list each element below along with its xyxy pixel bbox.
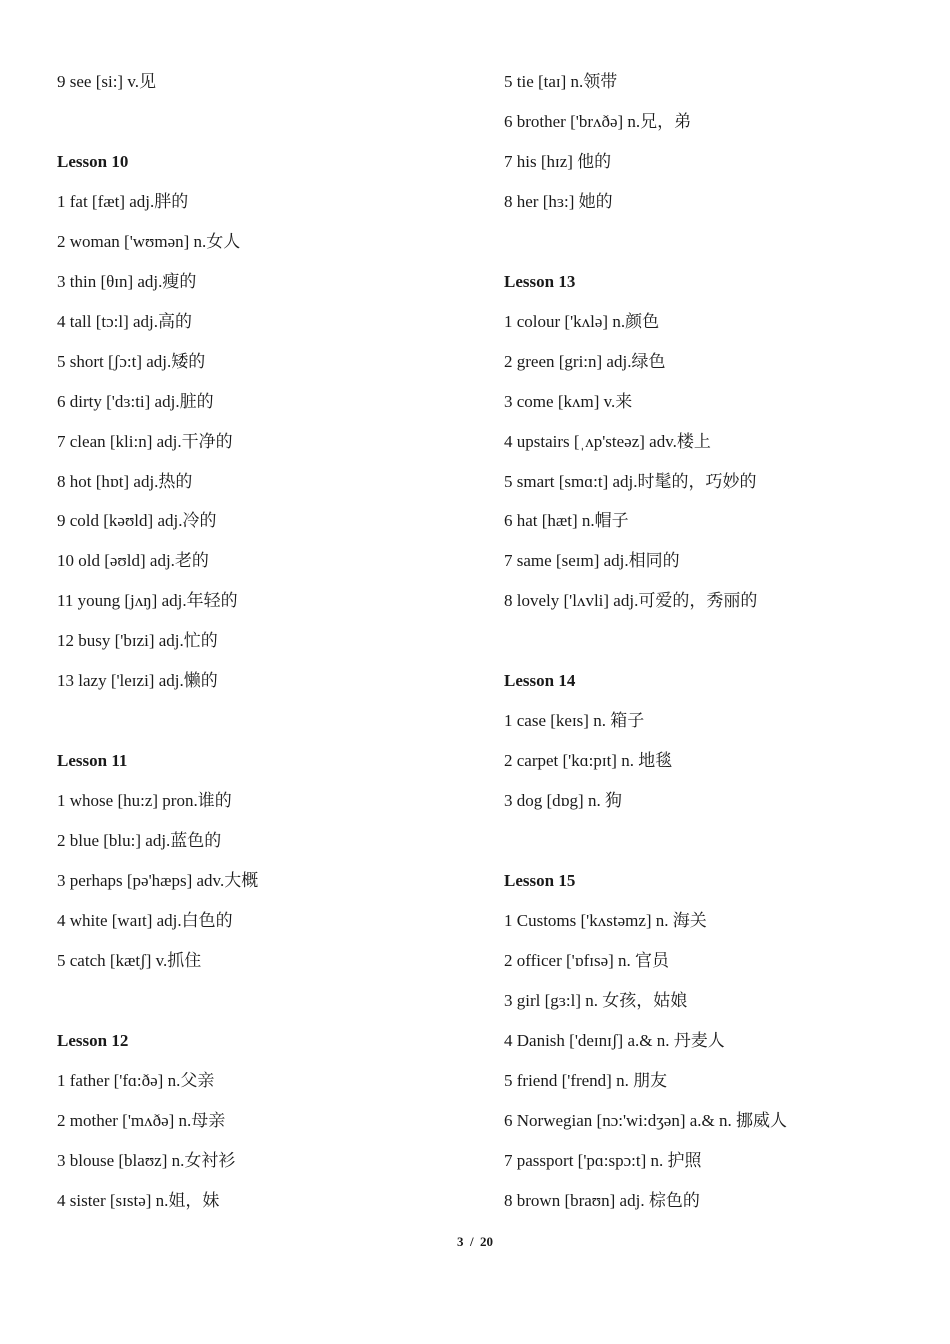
vocab-entry: 3 come [kʌm] v.来 <box>504 391 633 411</box>
vocab-entry: 2 mother ['mʌðə] n.母亲 <box>57 1110 226 1130</box>
vocab-entry: 1 father ['fɑ:ðə] n.父亲 <box>57 1070 215 1090</box>
vocab-entry: 8 her [hɜ:] 她的 <box>504 191 613 211</box>
vocab-entry: 1 whose [hu:z] pron.谁的 <box>57 791 232 811</box>
vocab-entry: 2 woman ['wʊmən] n.女人 <box>57 231 241 251</box>
vocab-entry: 6 dirty ['dɜ:ti] adj.脏的 <box>57 391 214 411</box>
lesson-heading: Lesson 10 <box>57 151 129 171</box>
vocab-entry: 12 busy ['bɪzi] adj.忙的 <box>57 631 218 651</box>
vocab-entry: 1 case [keɪs] n. 箱子 <box>504 711 645 731</box>
vocab-entry: 8 hot [hɒt] adj.热的 <box>57 471 193 491</box>
vocab-entry: 5 smart [smɑ:t] adj.时髦的，巧妙的 <box>504 471 757 491</box>
vocab-entry: 3 blouse [blaʊz] n.女衬衫 <box>57 1150 236 1170</box>
vocab-entry: 3 thin [θɪn] adj.瘦的 <box>57 271 197 291</box>
vocab-entry: 6 brother ['brʌðə] n.兄，弟 <box>504 111 692 131</box>
vocab-entry: 11 young [jʌŋ] adj.年轻的 <box>57 591 238 611</box>
vocab-entry: 9 cold [kəʊld] adj.冷的 <box>57 511 217 531</box>
vocab-entry: 3 dog [dɒg] n. 狗 <box>504 791 622 811</box>
vocab-entry: 4 sister [sɪstə] n.姐，妹 <box>57 1190 220 1210</box>
vocab-entry: 5 tie [taɪ] n.领带 <box>504 72 618 91</box>
vocab-entry: 9 see [si:] v.见 <box>57 72 156 91</box>
vocab-entry: 5 friend ['frend] n. 朋友 <box>504 1070 668 1090</box>
vocab-entry: 7 his [hɪz] 他的 <box>504 151 612 171</box>
vocab-entry: 8 brown [braʊn] adj. 棕色的 <box>504 1190 700 1210</box>
vocab-entry: 7 clean [kli:n] adj.干净的 <box>57 431 233 451</box>
vocab-entry: 7 same [seɪm] adj.相同的 <box>504 551 680 571</box>
vocab-entry: 6 hat [hæt] n.帽子 <box>504 511 629 531</box>
vocab-entry: 3 perhaps [pə'hæps] adv.大概 <box>57 871 259 890</box>
vocab-entry: 3 girl [gɜ:l] n. 女孩，姑娘 <box>504 990 688 1010</box>
vocab-entry: 10 old [əʊld] adj.老的 <box>57 551 209 571</box>
vocab-entry: 4 upstairs [ˌʌp'steəz] adv.楼上 <box>504 431 711 451</box>
vocab-entry: 4 tall [tɔ:l] adj.高的 <box>57 311 193 331</box>
lesson-heading: Lesson 13 <box>504 271 576 291</box>
lesson-heading: Lesson 14 <box>504 671 576 691</box>
vocab-entry: 8 lovely ['lʌvli] adj.可爱的，秀丽的 <box>504 591 758 611</box>
vocab-entry: 13 lazy ['leɪzi] adj.懒的 <box>57 671 218 691</box>
vocab-entry: 4 Danish ['deɪnɪʃ] a.& n. 丹麦人 <box>504 1030 725 1050</box>
vocab-entry: 1 fat [fæt] adj.胖的 <box>57 191 189 211</box>
vocab-entry: 2 blue [blu:] adj.蓝色的 <box>57 831 222 851</box>
vocab-entry: 2 carpet ['kɑ:pɪt] n. 地毯 <box>504 751 673 771</box>
vocab-entry: 5 catch [kætʃ] v.抓住 <box>57 950 202 970</box>
vocab-entry: 6 Norwegian [nɔ:'wi:dʒən] a.& n. 挪威人 <box>504 1110 788 1130</box>
page-number: 3 / 20 <box>456 1234 494 1249</box>
lesson-heading: Lesson 11 <box>57 751 128 771</box>
lesson-heading: Lesson 12 <box>57 1030 129 1050</box>
vocab-entry: 2 officer ['ɒfɪsə] n. 官员 <box>504 950 670 970</box>
vocab-entry: 1 colour ['kʌlə] n.颜色 <box>504 311 660 331</box>
vocab-entry: 2 green [gri:n] adj.绿色 <box>504 351 666 371</box>
lesson-heading: Lesson 15 <box>504 871 576 890</box>
vocab-entry: 4 white [waɪt] adj.白色的 <box>57 910 233 930</box>
vocab-entry: 7 passport ['pɑ:spɔ:t] n. 护照 <box>504 1150 702 1170</box>
vocab-entry: 5 short [ʃɔ:t] adj.矮的 <box>57 351 206 371</box>
vocab-entry: 1 Customs ['kʌstəmz] n. 海关 <box>504 910 707 930</box>
